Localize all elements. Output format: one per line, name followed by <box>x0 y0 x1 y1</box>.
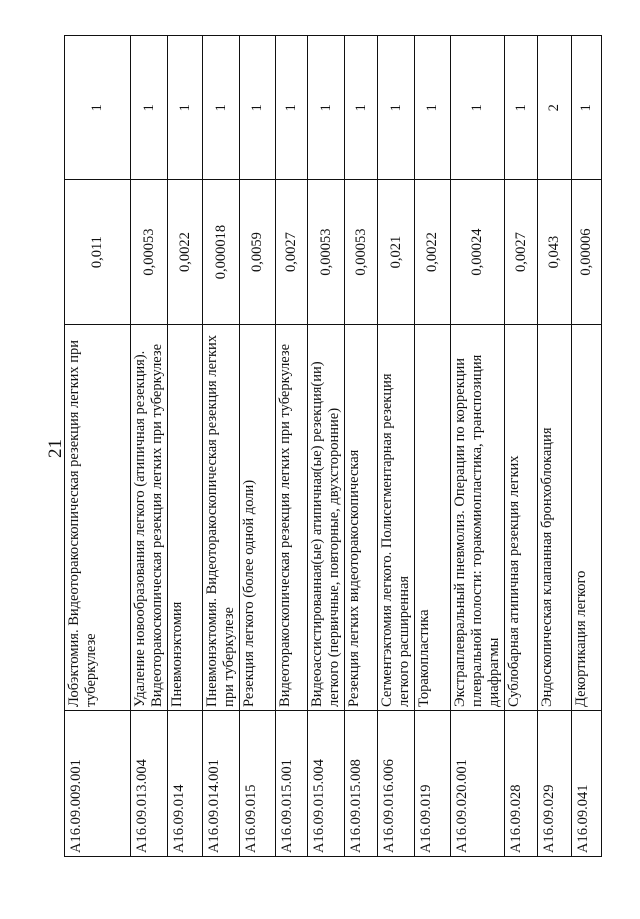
table-row <box>308 36 345 857</box>
multiplicity-cell: 2 <box>538 36 572 180</box>
code-cell: A16.09.009.001 <box>65 710 131 856</box>
table-row <box>65 36 131 857</box>
code-cell: A16.09.015 <box>240 710 276 856</box>
coefficient-cell: 0,0022 <box>415 180 451 324</box>
code-cell: A16.09.014.001 <box>203 710 240 856</box>
name-cell: Декортикация легкого <box>572 324 602 710</box>
table-row <box>538 36 572 857</box>
multiplicity-cell: 1 <box>378 36 415 180</box>
name-cell: Резекция легкого (более одной доли) <box>240 324 276 710</box>
name-cell: Сублобарная атипичная резекция легких <box>505 324 538 710</box>
coefficient-cell: 0,043 <box>538 180 572 324</box>
name-cell: Видеоторакоскопическая резекция легких при туберкулезе <box>276 324 308 710</box>
multiplicity-cell: 1 <box>505 36 538 180</box>
multiplicity-cell: 1 <box>276 36 308 180</box>
table-row <box>131 36 168 857</box>
multiplicity-cell: 1 <box>308 36 345 180</box>
code-cell: A16.09.014 <box>168 710 203 856</box>
coefficient-cell: 0,00053 <box>345 180 378 324</box>
multiplicity-cell: 1 <box>572 36 602 180</box>
multiplicity-cell: 1 <box>345 36 378 180</box>
name-cell: Торакопластика <box>415 324 451 710</box>
table-body <box>65 36 602 857</box>
table-row <box>378 36 415 857</box>
coefficient-cell: 0,021 <box>378 180 415 324</box>
coefficient-cell: 0,00006 <box>572 180 602 324</box>
name-cell: Пневмонэктомия <box>168 324 203 710</box>
page-number: 21 <box>45 439 66 458</box>
name-cell: Видеоассистированная(ые) атипичная(ые) резекция(ии) легкого (первичные, повторные, двухсторонние) <box>308 324 345 710</box>
code-cell: A16.09.015.004 <box>308 710 345 856</box>
procedures-table <box>64 35 602 857</box>
code-cell: A16.09.029 <box>538 710 572 856</box>
code-cell: A16.09.019 <box>415 710 451 856</box>
name-cell: Сегментэктомия легкого. Полисегментарная резекция легкого расширенная <box>378 324 415 710</box>
coefficient-cell: 0,0027 <box>276 180 308 324</box>
table-row <box>572 36 602 857</box>
table-row <box>276 36 308 857</box>
multiplicity-cell: 1 <box>415 36 451 180</box>
code-cell: A16.09.015.008 <box>345 710 378 856</box>
coefficient-cell: 0,011 <box>65 180 131 324</box>
table-row <box>505 36 538 857</box>
multiplicity-cell: 1 <box>451 36 505 180</box>
table-row <box>168 36 203 857</box>
code-cell: A16.09.013.004 <box>131 710 168 856</box>
table-row <box>240 36 276 857</box>
coefficient-cell: 0,00053 <box>131 180 168 324</box>
code-cell: A16.09.016.006 <box>378 710 415 856</box>
code-cell: A16.09.015.001 <box>276 710 308 856</box>
multiplicity-cell: 1 <box>240 36 276 180</box>
coefficient-cell: 0,0022 <box>168 180 203 324</box>
name-cell: Эндоскопическая клапанная бронхоблокация <box>538 324 572 710</box>
code-cell: A16.09.041 <box>572 710 602 856</box>
coefficient-cell: 0,0027 <box>505 180 538 324</box>
name-cell: Экстраплевральный пневмолиз. Операции по коррекции плевральной полости: торакомиопластика, транспозиция диафрагмы <box>451 324 505 710</box>
multiplicity-cell: 1 <box>203 36 240 180</box>
coefficient-cell: 0,00053 <box>308 180 345 324</box>
name-cell: Резекция легких видеоторакоскопическая <box>345 324 378 710</box>
multiplicity-cell: 1 <box>168 36 203 180</box>
table-row <box>345 36 378 857</box>
table-row <box>203 36 240 857</box>
rotated-table-container <box>64 35 627 857</box>
name-cell: Лобэктомия. Видеоторакоскопическая резекция легких при туберкулезе <box>65 324 131 710</box>
multiplicity-cell: 1 <box>131 36 168 180</box>
table-row <box>415 36 451 857</box>
code-cell: A16.09.020.001 <box>451 710 505 856</box>
coefficient-cell: 0,0059 <box>240 180 276 324</box>
table-row <box>451 36 505 857</box>
multiplicity-cell: 1 <box>65 36 131 180</box>
coefficient-cell: 0,00024 <box>451 180 505 324</box>
name-cell: Пневмонэктомия. Видеоторакоскопическая резекция легких при туберкулезе <box>203 324 240 710</box>
name-cell: Удаление новообразования легкого (атипичная резекция). Видеоторакоскопическая резекция легких при туберкулезе <box>131 324 168 710</box>
coefficient-cell: 0,000018 <box>203 180 240 324</box>
code-cell: A16.09.028 <box>505 710 538 856</box>
